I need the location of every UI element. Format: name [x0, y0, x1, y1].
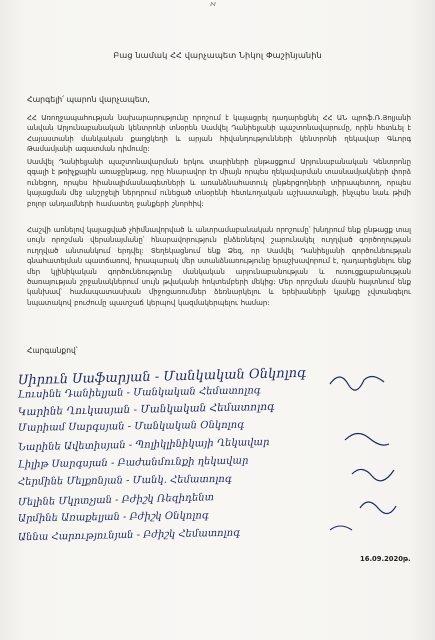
- signature-block: [0, 360, 435, 550]
- letter-title: Բաց նամակ ՀՀ վարչապետ Նիկոլ Փաշինյանին: [113, 50, 322, 60]
- signature-text: Նարինե Ավետիսյան - Պոլիկլինիկայի Ղեկավար: [17, 436, 270, 454]
- signature-text: Աննա Հարությունյան - Բժիշկ Հեմատոլոգ: [17, 527, 241, 544]
- letter-date: 16.09.2020թ.: [360, 555, 411, 563]
- signature-text: Հերմինե Մելքոնյան - Մանկ. Հեմատոլոգ: [17, 473, 232, 488]
- signature-text: Լիլիթ Սարգսյան - Բաժանմունքի ղեկավար: [17, 455, 249, 471]
- paragraph-1: ՀՀ Առողջապահության նախարարությունը որոշում է կայացրել դադարեցնել ՀՀ ԱՆ պրոֆ.Ռ.Յոլյանի անվան Արյունաբանական կենտրոնի տնօրեն Սամվել Դանիելյանի պաշտոնավարումը, որին հետևել է Հայաստանի մանկական քաղցկեղի և արյան հիվանդությունների կենտրոնի ղեկավար Գևորգ Թամամյանի ազատման դիմումը:: [27, 114, 411, 154]
- signature-text: Կարինե Ղուկասյան - Մանկական Հեմատոլոգ: [17, 400, 275, 419]
- paragraph-2: Սամվել Դանիելյանի պաշտոնավարման երկու տարիների ընթացքում Արյունաբանական Կենտրոնը զգալի է թռիչքային առաջընթաց, որը հնարավոր էր միայն որպես ղեկավարման տասնամյակների փորձ ունեցող, որպես հիանալիմասնագետների և առանձնահատուկ ընթերցողների տիրապետող, որպես կայացման մեջ անշրջելի ներդրում ունեցած տնօրենի հետևողական աշխատանքի, ինչպես նաև թիմի բոլոր անդամների համատեղ ջանքերի շնորհիվ:: [27, 158, 411, 208]
- top-mark: ﬡ: [210, 0, 216, 8]
- signature-scribbles: [0, 360, 435, 550]
- signature-text: Լուսինե Դանիելյան - Մանկական Հեմատոլոգ: [17, 385, 261, 401]
- signature-text: Մելինե Մկրտչյան - Բժիշկ Ռեզիդենտ: [17, 492, 215, 509]
- salutation: Հարգելի՛ պարոն վարչապետ,: [27, 95, 150, 104]
- paragraph-3: Հաշվի առնելով կայացված չհիմնավորված և անտրամաբանական որոշումը՝ խնդրում ենք ընթացք տալ սույն որոշման վերանայմանը՝ հնարավորություն ընձեռնելով շարունակել ուղղված գործողության ուղղված անտանկում երդվել: Տեղեկացնում ենք Ձեզ, որ Սամվել Դանիելյանի գործունեության գնահատելման պատճառով, հրապարակ մեր ստանձնառությունը երաշխավորում է, ղադարեցնելու ենք մեր կլինիկական գործունեությունը մանկական արյունաբանության և ուռուցքաբանության ծառայության շրջանակներում սույն թվականի հոկտեմբերի մեկից: Մեր որոշման մասին հայտնում ենք կանխավ՝ համապատասխան միջոցառումներ ձեռնարկելու և երեխաների կյանքը չվտանգելու նպատակով բուժումը պատշաճ կերպով կազմակերպելու համար:: [27, 226, 411, 307]
- closing-line: Հարգանքով՝: [27, 346, 78, 355]
- signature-text: Սիրուն Սաֆարյան - Մանկական Օնկոլոգ: [17, 365, 307, 389]
- signature-text: Արմինե Առաքելյան - Բժիշկ Օնկոլոգ: [17, 510, 209, 525]
- signature-text: Մարիամ Սարգսյան - Մանկական Օնկոլոգ: [17, 419, 245, 434]
